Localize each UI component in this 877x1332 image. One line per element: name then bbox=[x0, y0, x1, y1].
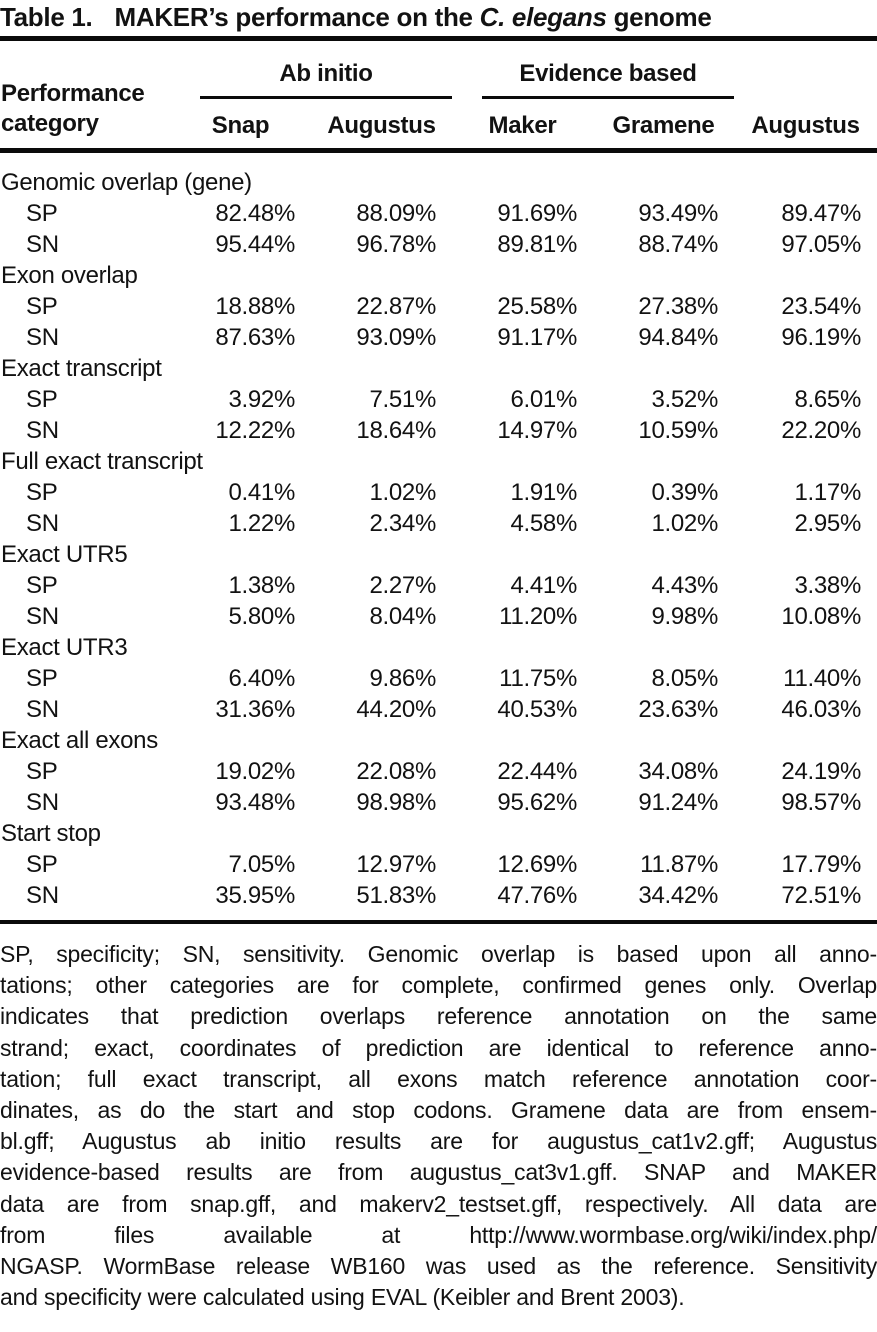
value-cell: 19.02% bbox=[215, 758, 295, 785]
footnote-line: and specificity were calculated using EVAL (Keibler and Brent 2003). bbox=[0, 1284, 685, 1311]
value-cell: 8.04% bbox=[369, 603, 436, 630]
section-name: Exact UTR5 bbox=[1, 541, 128, 568]
row-label: SN bbox=[26, 417, 59, 444]
section-header-row bbox=[0, 539, 877, 570]
value-cell: 22.87% bbox=[356, 293, 436, 320]
data-row bbox=[0, 322, 877, 353]
value-cell: 14.97% bbox=[497, 417, 577, 444]
value-cell: 35.95% bbox=[215, 882, 295, 909]
value-cell: 1.02% bbox=[651, 510, 718, 537]
section-header-row bbox=[0, 725, 877, 756]
caption-text: MAKER’s performance on the bbox=[114, 2, 480, 32]
value-cell: 1.02% bbox=[369, 479, 436, 506]
row-label: SP bbox=[26, 665, 58, 692]
value-cell: 95.44% bbox=[215, 231, 295, 258]
column-header-gramene: Gramene bbox=[593, 99, 734, 151]
value-cell: 6.40% bbox=[228, 665, 295, 692]
row-label: SN bbox=[26, 603, 59, 630]
value-cell: 11.87% bbox=[640, 851, 718, 878]
value-cell: 4.58% bbox=[510, 510, 577, 537]
table-footnote bbox=[0, 924, 877, 1313]
section-header-row bbox=[0, 818, 877, 849]
value-cell: 82.48% bbox=[215, 200, 295, 227]
value-cell: 44.20% bbox=[356, 696, 436, 723]
data-row bbox=[0, 384, 877, 415]
value-cell: 11.20% bbox=[499, 603, 577, 630]
row-label: SP bbox=[26, 200, 58, 227]
footnote-line: SP, specificity; SN, sensitivity. Genomic overlap is based upon all anno- bbox=[0, 941, 877, 967]
group-header-ab-initio: Ab initio bbox=[170, 41, 452, 99]
value-cell: 11.40% bbox=[783, 665, 861, 692]
table-caption bbox=[115, 3, 712, 31]
value-cell: 23.54% bbox=[781, 293, 861, 320]
value-cell: 97.05% bbox=[781, 231, 861, 258]
footnote-line: from files available at http://www.wormbase.org/wiki/index.php/ bbox=[0, 1221, 877, 1248]
row-label: SP bbox=[26, 758, 58, 785]
value-cell: 93.09% bbox=[356, 324, 436, 351]
value-cell: 4.43% bbox=[651, 572, 718, 599]
value-cell: 40.53% bbox=[497, 696, 577, 723]
value-cell: 3.92% bbox=[228, 386, 295, 413]
group-header-spacer bbox=[734, 41, 877, 99]
performance-table bbox=[0, 41, 877, 924]
value-cell: 93.49% bbox=[638, 200, 718, 227]
group-header-evidence-based: Evidence based bbox=[452, 41, 734, 99]
section-name: Full exact transcript bbox=[1, 448, 203, 475]
row-label: SN bbox=[26, 789, 59, 816]
value-cell: 9.86% bbox=[369, 665, 436, 692]
row-label: SP bbox=[26, 293, 58, 320]
value-cell: 22.20% bbox=[781, 417, 861, 444]
value-cell: 10.08% bbox=[781, 603, 861, 630]
value-cell: 88.09% bbox=[356, 200, 436, 227]
value-cell: 93.48% bbox=[215, 789, 295, 816]
value-cell: 0.41% bbox=[228, 479, 295, 506]
caption-species-italic: C. elegans bbox=[479, 2, 607, 32]
value-cell: 7.05% bbox=[228, 851, 295, 878]
value-cell: 2.34% bbox=[369, 510, 436, 537]
data-row bbox=[0, 663, 877, 694]
value-cell: 18.64% bbox=[356, 417, 436, 444]
row-label: SP bbox=[26, 386, 58, 413]
value-cell: 17.79% bbox=[781, 851, 861, 878]
row-label: SN bbox=[26, 696, 59, 723]
value-cell: 51.83% bbox=[356, 882, 436, 909]
value-cell: 1.38% bbox=[228, 572, 295, 599]
table-number: Table 1. bbox=[0, 2, 93, 32]
data-row bbox=[0, 229, 877, 260]
section-name: Exact transcript bbox=[1, 355, 162, 382]
data-row bbox=[0, 694, 877, 725]
value-cell: 2.95% bbox=[794, 510, 861, 537]
value-cell: 46.03% bbox=[781, 696, 861, 723]
value-cell: 18.88% bbox=[215, 293, 295, 320]
value-cell: 27.38% bbox=[638, 293, 718, 320]
value-cell: 1.91% bbox=[510, 479, 577, 506]
column-header-maker: Maker bbox=[452, 99, 593, 151]
value-cell: 34.08% bbox=[638, 758, 718, 785]
value-cell: 12.22% bbox=[215, 417, 295, 444]
value-cell: 96.78% bbox=[356, 231, 436, 258]
footnote-line: data are from snap.gff, and makerv2_testset.gff, respectively. All data are bbox=[0, 1190, 877, 1217]
data-row bbox=[0, 477, 877, 508]
value-cell: 94.84% bbox=[638, 324, 718, 351]
data-row bbox=[0, 198, 877, 229]
footnote-line: tations; other categories are for complete, confirmed genes only. Overlap bbox=[0, 972, 877, 999]
value-cell: 1.22% bbox=[228, 510, 295, 537]
row-label: SN bbox=[26, 882, 59, 909]
value-cell: 95.62% bbox=[497, 789, 577, 816]
data-row bbox=[0, 756, 877, 787]
value-cell: 11.75% bbox=[499, 665, 577, 692]
footnote-line: NGASP. WormBase release WB160 was used as the reference. Sensitivity bbox=[0, 1252, 877, 1279]
footnote-line: bl.gff; Augustus ab initio results are for augustus_cat1v2.gff; Augustus bbox=[0, 1128, 877, 1155]
value-cell: 4.41% bbox=[510, 572, 577, 599]
category-header-line1: Performance bbox=[1, 80, 145, 107]
value-cell: 2.27% bbox=[369, 572, 436, 599]
footnote-line: strand; exact, coordinates of prediction are identical to reference anno- bbox=[0, 1034, 877, 1061]
section-header-row bbox=[0, 446, 877, 477]
section-name: Exact all exons bbox=[1, 727, 158, 754]
value-cell: 91.17% bbox=[497, 324, 577, 351]
section-header-row bbox=[0, 260, 877, 291]
value-cell: 3.38% bbox=[794, 572, 861, 599]
section-header-row bbox=[0, 632, 877, 663]
value-cell: 3.52% bbox=[651, 386, 718, 413]
value-cell: 72.51% bbox=[781, 882, 861, 909]
value-cell: 31.36% bbox=[215, 696, 295, 723]
row-label: SN bbox=[26, 324, 59, 351]
row-label: SP bbox=[26, 572, 58, 599]
row-label: SP bbox=[26, 479, 58, 506]
value-cell: 47.76% bbox=[497, 882, 577, 909]
value-cell: 8.65% bbox=[794, 386, 861, 413]
value-cell: 25.58% bbox=[497, 293, 577, 320]
data-row bbox=[0, 415, 877, 446]
value-cell: 88.74% bbox=[638, 231, 718, 258]
data-row bbox=[0, 849, 877, 880]
value-cell: 91.24% bbox=[638, 789, 718, 816]
value-cell: 12.69% bbox=[497, 851, 577, 878]
value-cell: 22.08% bbox=[356, 758, 436, 785]
value-cell: 89.81% bbox=[497, 231, 577, 258]
footnote-line: evidence-based results are from augustus_cat3v1.gff. SNAP and MAKER bbox=[0, 1159, 877, 1186]
data-row bbox=[0, 601, 877, 632]
data-row bbox=[0, 291, 877, 322]
value-cell: 23.63% bbox=[638, 696, 718, 723]
value-cell: 98.98% bbox=[356, 789, 436, 816]
row-label: SN bbox=[26, 231, 59, 258]
value-cell: 5.80% bbox=[228, 603, 295, 630]
value-cell: 34.42% bbox=[638, 882, 718, 909]
section-name: Genomic overlap (gene) bbox=[1, 169, 252, 196]
category-header-line2: category bbox=[1, 110, 99, 137]
data-row bbox=[0, 787, 877, 818]
section-header-row bbox=[0, 151, 877, 199]
value-cell: 22.44% bbox=[497, 758, 577, 785]
value-cell: 91.69% bbox=[497, 200, 577, 227]
section-name: Start stop bbox=[1, 820, 101, 847]
value-cell: 1.17% bbox=[794, 479, 861, 506]
column-header-snap: Snap bbox=[170, 99, 311, 151]
data-row bbox=[0, 570, 877, 601]
section-header-row bbox=[0, 353, 877, 384]
value-cell: 12.97% bbox=[356, 851, 436, 878]
data-row bbox=[0, 880, 877, 922]
group-header-row bbox=[0, 41, 877, 99]
value-cell: 7.51% bbox=[369, 386, 436, 413]
section-name: Exact UTR3 bbox=[1, 634, 128, 661]
row-label: SN bbox=[26, 510, 59, 537]
value-cell: 89.47% bbox=[781, 200, 861, 227]
column-header-augustus-ab-initio: Augustus bbox=[311, 99, 452, 151]
row-label: SP bbox=[26, 851, 58, 878]
table-title bbox=[0, 0, 877, 41]
value-cell: 0.39% bbox=[651, 479, 718, 506]
footnote-line: indicates that prediction overlaps reference annotation on the same bbox=[0, 1003, 877, 1030]
value-cell: 24.19% bbox=[781, 758, 861, 785]
data-row bbox=[0, 508, 877, 539]
value-cell: 9.98% bbox=[651, 603, 718, 630]
column-header-augustus-evidence: Augustus bbox=[734, 99, 877, 151]
value-cell: 8.05% bbox=[651, 665, 718, 692]
table-body bbox=[0, 151, 877, 923]
caption-text-after: genome bbox=[606, 2, 712, 32]
footnote-line: dinates, as do the start and stop codons. Gramene data are from ensem- bbox=[0, 1096, 877, 1123]
value-cell: 96.19% bbox=[781, 324, 861, 351]
section-name: Exon overlap bbox=[1, 262, 138, 289]
value-cell: 98.57% bbox=[781, 789, 861, 816]
value-cell: 10.59% bbox=[638, 417, 718, 444]
table-header bbox=[0, 41, 877, 151]
value-cell: 87.63% bbox=[215, 324, 295, 351]
footnote-line: tation; full exact transcript, all exons match reference annotation coor- bbox=[0, 1065, 877, 1092]
column-header-performance-category bbox=[0, 41, 170, 151]
value-cell: 6.01% bbox=[510, 386, 577, 413]
